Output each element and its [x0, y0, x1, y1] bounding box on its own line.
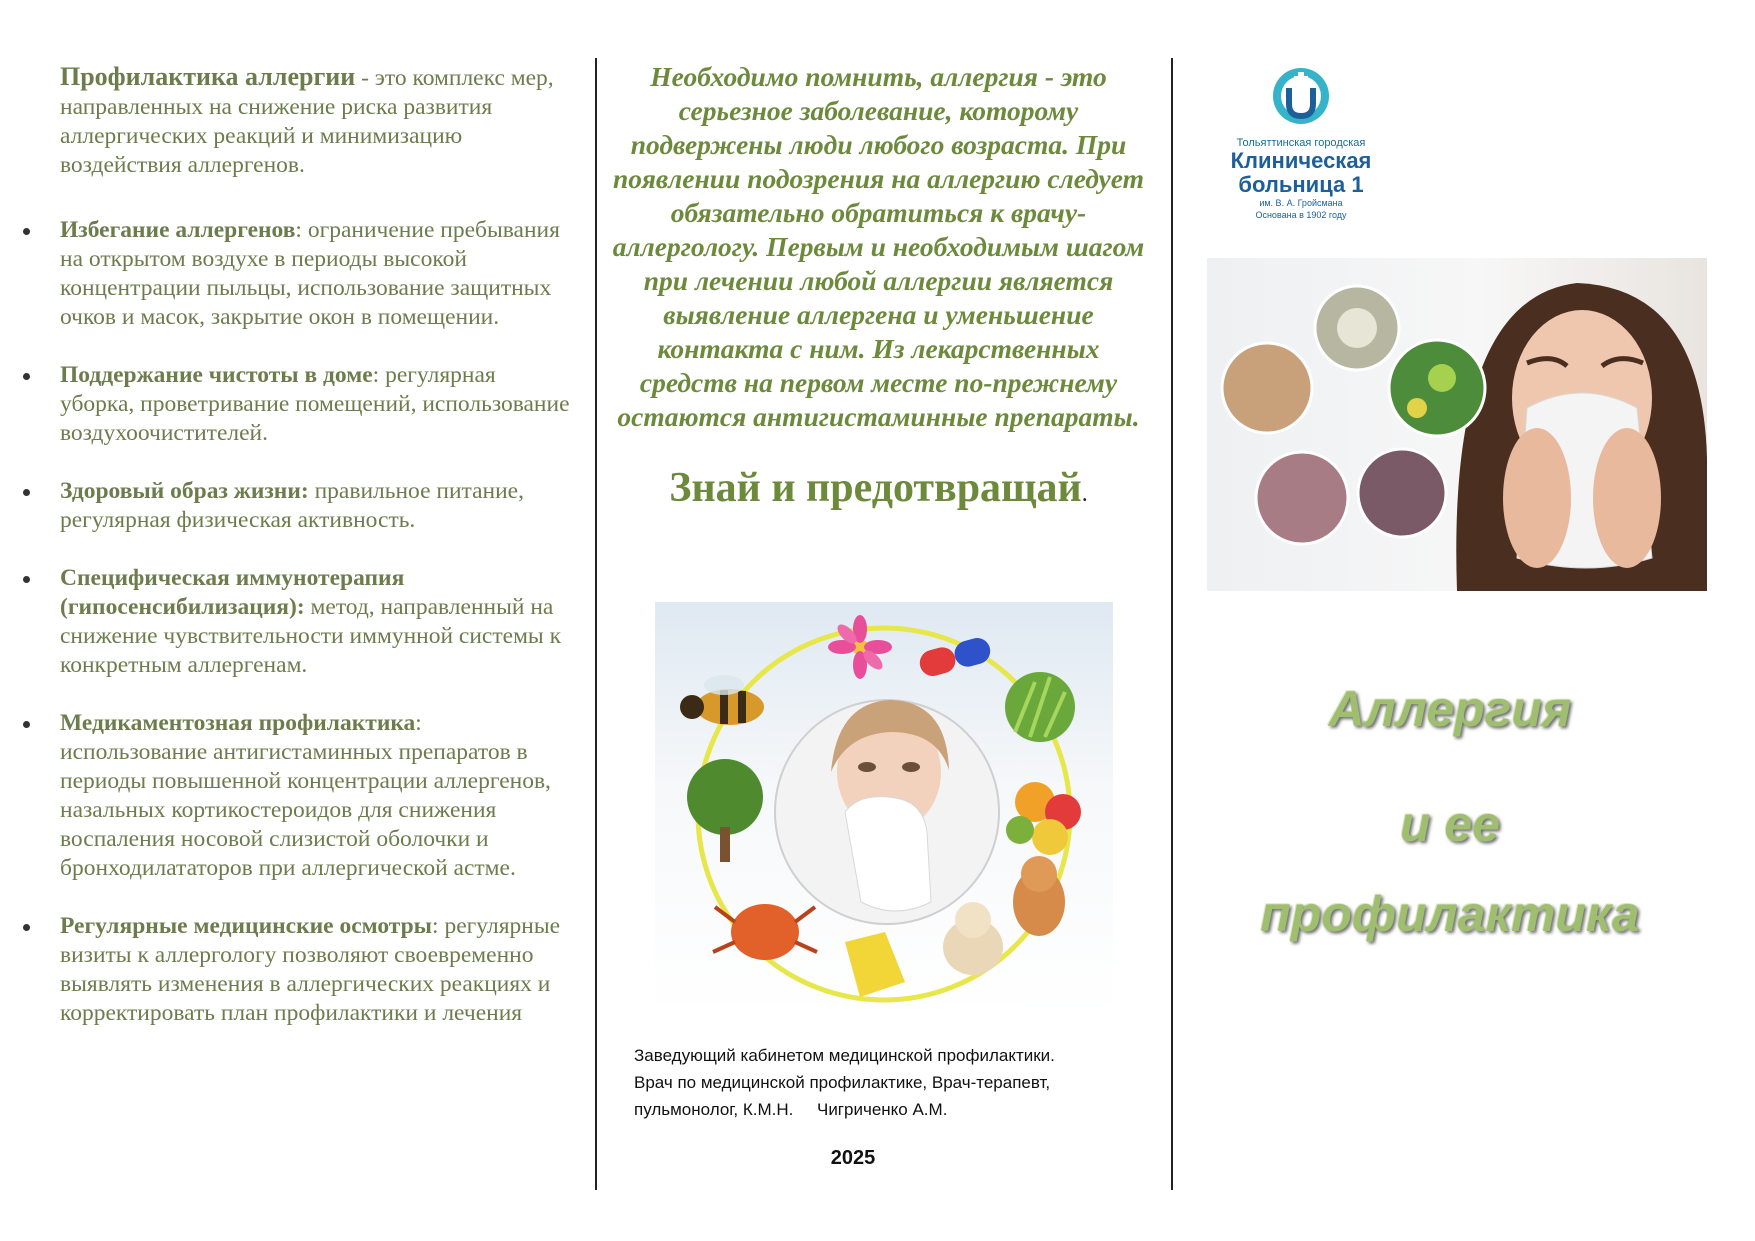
item-title: Поддержание чистоты в доме: [60, 362, 373, 388]
logo-title-line2: больница 1: [1238, 172, 1364, 197]
allergy-notice: Необходимо помнить, аллергия - это серьезное заболевание, которому подвержены люди любого возраста. При появлении подозрения на аллергию следует обязательно обратиться к врачу-аллергологу. Первым и необходимым шагом при лечении любой аллергии является выявление аллергена и уменьшение контакта с ним. Из лекарственных средств на первом месте по-прежнему остаются антигистаминные препараты.: [612, 61, 1145, 432]
item-title: Избегание аллергенов: [60, 217, 296, 243]
bullet-icon: [23, 228, 30, 235]
item-text: регулярная уборка, проветривание помещений, использование воздухоочистителей.: [60, 362, 570, 446]
logo-title-line1: Клиническая: [1230, 148, 1372, 173]
item-title: Медикаментозная профилактика: [60, 710, 416, 736]
item-title: Здоровый образ жизни:: [60, 478, 309, 504]
list-item: [20, 477, 572, 535]
author-line: Заведующий кабинетом медицинской профилактики.: [634, 1046, 1055, 1065]
list-item: [20, 564, 572, 680]
list-item: Поддержание чистоты в доме: регулярная уборка, проветривание помещений, использование воздухоочистителей.: [20, 361, 572, 448]
list-item: Регулярные медицинские осмотры: регулярные визиты к аллергологу позволяют своевременно выявлять изменения в аллергических реакциях и корректировать план профилактики и лечения: [20, 912, 572, 1028]
bullet-icon: [23, 373, 30, 380]
brochure-title-line2: и ее: [1399, 796, 1501, 852]
logo-named-after: им. В. А. Гройсмана: [1259, 198, 1343, 208]
item-text: метод, направленный на снижение чувствительности иммунной системы к конкретным аллергенам.: [60, 594, 562, 678]
hospital-emblem-icon: [1271, 66, 1331, 128]
author-line: Врач по медицинской профилактике, Врач-терапевт,: [634, 1073, 1051, 1092]
intro-text: - это комплекс мер, направленных на снижение риска развития аллергических реакций и минимизацию воздействия аллергенов.: [60, 65, 554, 178]
allergens-illustration: [655, 602, 1113, 1014]
middle-column: [606, 60, 1151, 512]
bullet-icon: [23, 924, 30, 931]
column-divider: [1171, 58, 1173, 1190]
hospital-logo: [1208, 66, 1394, 226]
item-title: Специфическая иммунотерапия (гипосенсибилизация):: [60, 565, 405, 620]
list-item: Медикаментозная профилактика: использование антигистаминных препаратов в периоды повышенной концентрации аллергенов, назальных кортикостероидов для снижения воспаления носовой слизистой оболочки и бронходилататоров при аллергической астме.: [20, 709, 572, 883]
bullet-icon: [23, 489, 30, 496]
logo-founded: Основана в 1902 году: [1255, 210, 1347, 220]
item-title: Регулярные медицинские осмотры: [60, 913, 433, 939]
item-text: правильное питание, регулярная физическая активность.: [60, 478, 524, 533]
list-item: Избегание аллергенов: ограничение пребывания на открытом воздухе в периоды высокой концентрации пыльцы, использование защитных очков и масок, закрытие окон в помещении.: [20, 216, 572, 332]
year-label: 2025: [830, 1147, 876, 1169]
allergy-photo-graphic: [1207, 258, 1707, 591]
item-text: ограничение пребывания на открытом воздухе в периоды высокой концентрации пыльцы, использование защитных очков и масок, закрытие окон в помещении.: [60, 217, 560, 330]
column-divider: [595, 58, 597, 1190]
intro-paragraph: [60, 62, 572, 180]
author-line: пульмонолог, К.М.Н. Чигриченко А.М.: [634, 1100, 948, 1119]
allergens-circle-graphic: [655, 602, 1113, 1014]
bullet-icon: [23, 576, 30, 583]
brochure-title-line1: Аллергия: [1328, 681, 1572, 737]
item-text: регулярные визиты к аллергологу позволяют своевременно выявлять изменения в аллергических реакциях и корректировать план профилактики и лечения: [60, 913, 561, 1026]
author-block: [634, 1042, 1164, 1123]
bullet-icon: [23, 721, 30, 728]
motto-heading: Знай и предотвращай.: [669, 465, 1088, 511]
logo-city-text: Тольяттинская городская: [1236, 137, 1366, 149]
brochure-title-line3: профилактика: [1260, 886, 1640, 942]
left-column: [20, 62, 572, 1057]
sneezing-woman-photo: [1207, 258, 1707, 591]
item-text: использование антигистаминных препаратов в периоды повышенной концентрации аллергенов, назальных кортикостероидов для снижения воспаления носовой слизистой оболочки и бронходилататоров при аллергической астме.: [60, 739, 551, 881]
intro-title: Профилактика аллергии: [60, 62, 356, 91]
prevention-list: [20, 216, 572, 1028]
